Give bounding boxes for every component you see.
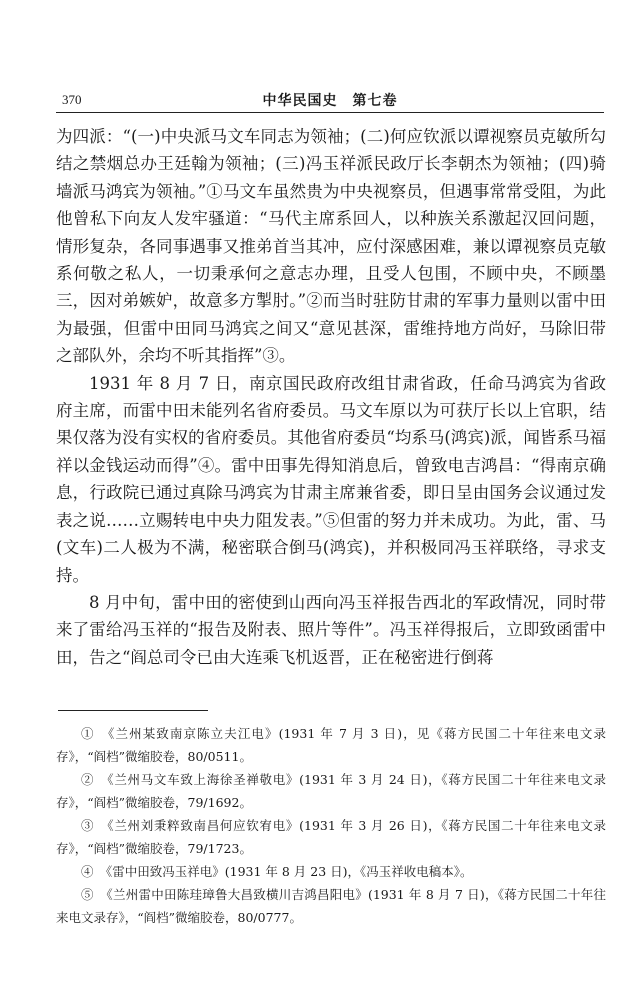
running-title: 中华民国史 第七卷 xyxy=(262,93,398,109)
paragraph: 1931 年 8 月 7 日，南京国民政府改组甘肃省政，任命马鸿宾为省政府主席，而雷中田未能列名省府委员。马文车原以为可获厅长以上官职，结果仅落为没有实权的省府委员。其他省府委员“均系马(鸿宾)派，闻皆系马福祥以金钱运动而得”④。雷中田事先得知消息后，曾致电吉鸿昌：“得南京确息，行政院已通过真除马鸿宾为甘肃主席兼省委，即日呈由国务会议通过发表之说……立赐转电中央力阻发表。”⑤但雷的努力并未成功。为此，雷、马(文车)二人极为不满，秘密联合倒马(鸿宾)，并积极同冯玉祥联络，寻求支持。 xyxy=(56,373,606,585)
footnote-divider xyxy=(58,710,208,711)
footnotes xyxy=(56,722,606,929)
paragraph: 8 月中旬，雷中田的密使到山西向冯玉祥报告西北的军政情况，同时带来了雷给冯玉祥的“报告及附表、照片等件”。冯玉祥得报后，立即致函雷中田，告之“阎总司令已由大连乘飞机返晋，正在秘密进行倒蒋 xyxy=(56,592,606,667)
footnote-1: ① 《兰州某致南京陈立夫江电》(1931 年 7 月 3 日)，见《蒋方民国二十年往来电文录存》，“阎档”微缩胶卷，80/0511。 xyxy=(56,726,606,764)
page-header xyxy=(56,86,604,113)
main-text xyxy=(56,123,606,671)
paragraph-continued: 为四派：“(一)中央派马文车同志为领袖；(二)何应钦派以谭视察员克敏所勾结之禁烟总办王廷翰为领袖；(三)冯玉祥派民政厅长李朝杰为领袖；(四)骑墙派马鸿宾为领袖。”①马文车虽然贵为中央视察员，但遇事常常受阻，为此他曾私下向友人发牢骚道：“马代主席系回人，以种族关系激起汉回问题，情形复杂，各同事遇事又推弟首当其冲，应付深感困难，兼以谭视察员克敏系何敬之私人，一切秉承何之意志办理，且受人包围，不顾中央，不顾墨三，因对弟嫉妒，故意多方掣肘。”②而当时驻防甘肃的军事力量则以雷中田为最强，但雷中田同马鸿宾之间又“意见甚深，雷维持地方尚好，马除旧带之部队外，余均不听其指挥”③。 xyxy=(56,127,606,366)
footnote-2: ② 《兰州马文车致上海徐圣禅敬电》(1931 年 3 月 24 日)，《蒋方民国二十年往来电文录存》，“阎档”微缩胶卷，79/1692。 xyxy=(56,772,606,810)
footnote-5: ⑤ 《兰州雷中田陈珪璋鲁大昌致横川吉鸿昌阳电》(1931 年 8 月 7 日)，《蒋方民国二十年往来电文录存》，“阎档”微缩胶卷，80/0777。 xyxy=(56,887,606,925)
footnote-3: ③ 《兰州刘秉粹致南昌何应钦宥电》(1931 年 3 月 26 日)，《蒋方民国二十年往来电文录存》，“阎档”微缩胶卷，79/1723。 xyxy=(56,818,606,856)
footnote-4: ④ 《雷中田致冯玉祥电》(1931 年 8 月 23 日)，《冯玉祥收电稿本》。 xyxy=(81,864,473,879)
page-number: 370 xyxy=(62,92,82,107)
